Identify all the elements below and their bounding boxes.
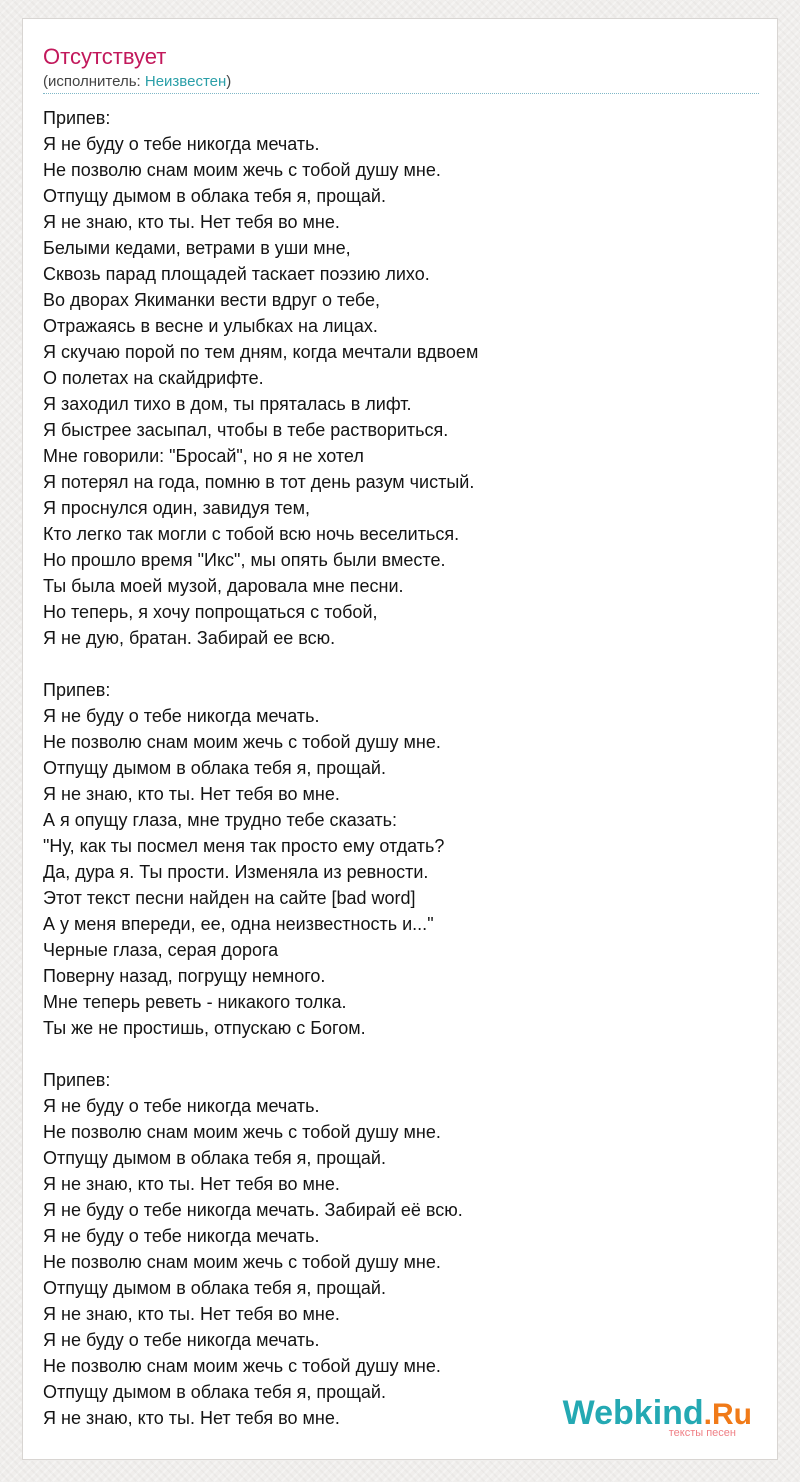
- lyric-line: Я не буду о тебе никогда мечать.: [43, 1330, 320, 1350]
- lyric-line: Я не знаю, кто ты. Нет тебя во мне.: [43, 1174, 340, 1194]
- lyric-line: Отпущу дымом в облака тебя я, прощай.: [43, 1382, 386, 1402]
- lyric-line: Да, дура я. Ты прости. Изменяла из ревности.: [43, 862, 429, 882]
- lyric-line: Ты была моей музой, даровала мне песни.: [43, 576, 404, 596]
- artist-suffix: ): [226, 73, 232, 90]
- lyric-line: Я не знаю, кто ты. Нет тебя во мне.: [43, 1408, 340, 1428]
- lyric-line: Я потерял на года, помню в тот день разум чистый.: [43, 472, 475, 492]
- stanza-break: [43, 1041, 759, 1067]
- lyric-line: Не позволю снам моим жечь с тобой душу мне.: [43, 1252, 441, 1272]
- lyric-line: Я не буду о тебе никогда мечать.: [43, 706, 320, 726]
- lyric-line: Мне говорили: "Бросай", но я не хотел: [43, 446, 364, 466]
- lyric-line: Отпущу дымом в облака тебя я, прощай.: [43, 1278, 386, 1298]
- lyric-line: А я опущу глаза, мне трудно тебе сказать:: [43, 810, 398, 830]
- lyric-line: Я не буду о тебе никогда мечать. Забирай её всю.: [43, 1200, 463, 1220]
- song-title: Отсутствует: [43, 44, 167, 69]
- lyric-line: Я заходил тихо в дом, ты пряталась в лифт.: [43, 394, 412, 414]
- lyric-line: Но прошло время "Икс", мы опять были вместе.: [43, 550, 446, 570]
- lyric-line: Мне теперь реветь - никакого толка.: [43, 992, 347, 1012]
- lyric-line: Во дворах Якиманки вести вдруг о тебе,: [43, 290, 380, 310]
- lyric-line: Я не знаю, кто ты. Нет тебя во мне.: [43, 1304, 340, 1324]
- lyric-line: Не позволю снам моим жечь с тобой душу мне.: [43, 1356, 441, 1376]
- lyric-line: "Ну, как ты посмел меня так просто ему отдать?: [43, 836, 445, 856]
- stanza-break: [43, 651, 759, 677]
- lyric-line: Черные глаза, серая дорога: [43, 940, 279, 960]
- lyrics-card: [22, 18, 778, 1460]
- logo-tld-text: .Ru: [703, 1398, 752, 1431]
- lyric-line: Поверну назад, погрущу немного.: [43, 966, 326, 986]
- lyric-line: Сквозь парад площадей таскает поэзию лихо.: [43, 264, 430, 284]
- lyric-line: Ты же не простишь, отпускаю с Богом.: [43, 1018, 366, 1038]
- lyric-line: Припев:: [43, 108, 111, 128]
- lyric-line: Отпущу дымом в облака тебя я, прощай.: [43, 186, 386, 206]
- artist-link[interactable]: Неизвестен: [144, 73, 227, 90]
- lyrics-text: [43, 105, 759, 1431]
- lyric-line: Этот текст песни найден на сайте [bad word]: [43, 888, 416, 908]
- lyric-line: Я проснулся один, завидуя тем,: [43, 498, 311, 518]
- lyric-line: Припев:: [43, 1070, 111, 1090]
- logo-main-text: Webkind: [562, 1394, 704, 1432]
- lyric-line: О полетах на скайдрифте.: [43, 368, 264, 388]
- title-divider: [43, 93, 759, 94]
- artist-line: [43, 72, 231, 92]
- lyric-line: Отпущу дымом в облака тебя я, прощай.: [43, 1148, 386, 1168]
- lyric-line: Отпущу дымом в облака тебя я, прощай.: [43, 758, 386, 778]
- lyric-line: Не позволю снам моим жечь с тобой душу мне.: [43, 160, 441, 180]
- lyric-line: Я не буду о тебе никогда мечать.: [43, 134, 320, 154]
- lyric-line: Кто легко так могли с тобой всю ночь веселиться.: [43, 524, 460, 544]
- lyric-line: Не позволю снам моим жечь с тобой душу мне.: [43, 1122, 441, 1142]
- lyric-line: Но теперь, я хочу попрощаться с тобой,: [43, 602, 378, 622]
- lyric-line: Я не знаю, кто ты. Нет тебя во мне.: [43, 784, 340, 804]
- logo-tagline: тексты песен: [668, 1427, 736, 1439]
- lyric-line: Я не буду о тебе никогда мечать.: [43, 1096, 320, 1116]
- lyric-line: Я не дую, братан. Забирай ее всю.: [43, 628, 336, 648]
- lyric-line: Я скучаю порой по тем дням, когда мечтали вдвоем: [43, 342, 479, 362]
- lyric-line: Не позволю снам моим жечь с тобой душу мне.: [43, 732, 441, 752]
- lyric-line: Белыми кедами, ветрами в уши мне,: [43, 238, 351, 258]
- lyric-line: Я быстрее засыпал, чтобы в тебе раствориться.: [43, 420, 449, 440]
- lyric-line: Я не знаю, кто ты. Нет тебя во мне.: [43, 212, 340, 232]
- artist-prefix: (исполнитель:: [43, 73, 145, 90]
- lyric-line: Я не буду о тебе никогда мечать.: [43, 1226, 320, 1246]
- site-logo[interactable]: [560, 1394, 756, 1440]
- lyric-line: А у меня впереди, ее, одна неизвестность и...": [43, 914, 434, 934]
- lyric-line: Отражаясь в весне и улыбках на лицах.: [43, 316, 378, 336]
- lyric-line: Припев:: [43, 680, 111, 700]
